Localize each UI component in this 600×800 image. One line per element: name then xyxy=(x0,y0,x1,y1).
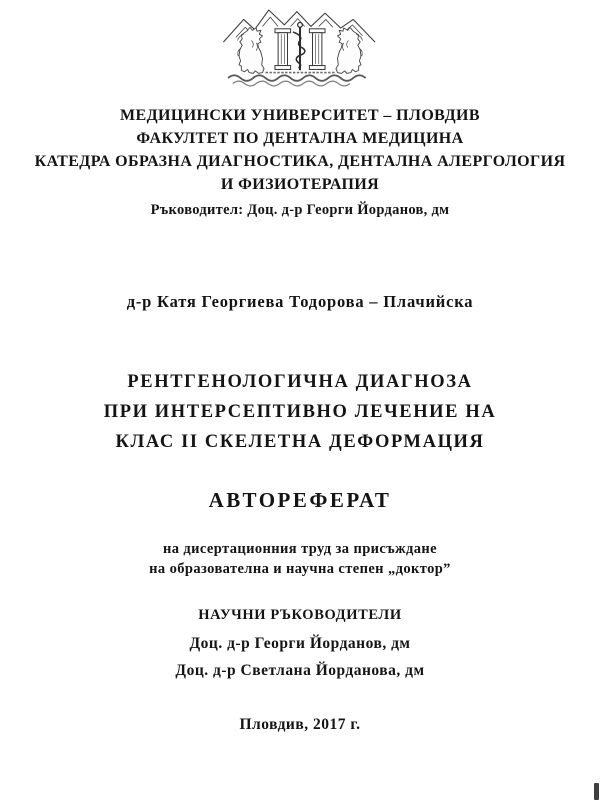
faculty-name: ФАКУЛТЕТ ПО ДЕНТАЛНА МЕДИЦИНА xyxy=(136,130,464,147)
university-name: МЕДИЦИНСКИ УНИВЕРСИТЕТ – ПЛОВДИВ xyxy=(120,107,480,124)
thesis-title xyxy=(0,367,600,457)
supervisor-name: Доц. д-р Георги Йорданов, дм xyxy=(189,635,411,652)
department-head: Ръководител: Доц. д-р Георги Йорданов, дм xyxy=(150,202,450,218)
thesis-subtitle-line2: на образователна и научна степен „доктор” xyxy=(149,561,451,577)
thesis-title-line2: ПРИ ИНТЕРСЕПТИВНО ЛЕЧЕНИЕ НА xyxy=(103,402,497,422)
document-type-heading: АВТОРЕФЕРАТ xyxy=(208,488,392,512)
supervisors-list xyxy=(0,630,600,684)
supervisors-heading: НАУЧНИ РЪКОВОДИТЕЛИ xyxy=(198,607,402,623)
thesis-subtitle-line1: на дисертационния труд за присъждане xyxy=(162,541,437,557)
coat-of-arms-icon xyxy=(214,3,386,89)
department-name-line2: И ФИЗИОТЕРАПИЯ xyxy=(220,176,380,193)
supervisor-name: Доц. д-р Светлана Йорданова, дм xyxy=(175,662,425,679)
corner-artifact xyxy=(594,783,599,800)
thesis-subtitle xyxy=(0,539,600,579)
place-year: Пловдив, 2017 г. xyxy=(239,716,361,733)
thesis-title-line1: РЕНТГЕНОЛОГИЧНА ДИАГНОЗА xyxy=(127,372,473,392)
author-name: д-р Катя Георгиева Тодорова – Плачийска xyxy=(126,292,474,311)
department-name-line1: КАТЕДРА ОБРАЗНА ДИАГНОСТИКА, ДЕНТАЛНА АЛЕРГОЛОГИЯ xyxy=(34,153,566,170)
university-emblem-logo xyxy=(0,0,600,91)
institution-header xyxy=(0,104,600,196)
thesis-title-line3: КЛАС II СКЕЛЕТНА ДЕФОРМАЦИЯ xyxy=(115,432,485,452)
